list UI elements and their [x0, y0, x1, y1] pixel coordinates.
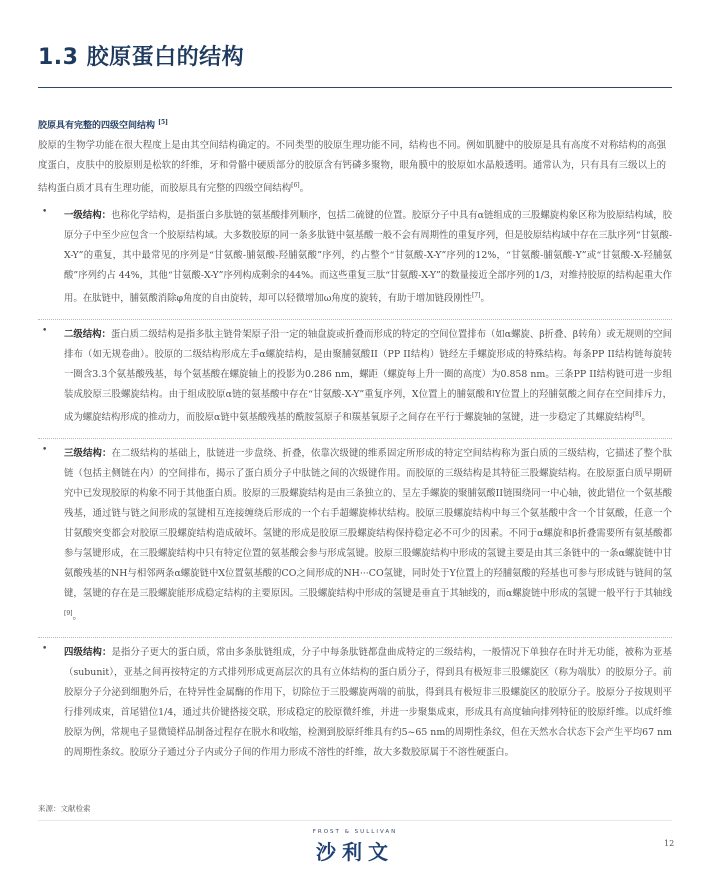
bullet-marker: • — [42, 326, 48, 337]
list-item-secondary-structure — [38, 325, 672, 439]
structure-list — [38, 206, 672, 778]
bullet-ref: [7] — [471, 292, 481, 299]
bullet-text: 蛋白质二级结构是指多肽主链骨架原子沿一定的轴盘旋或折叠而形成的特定的空间位置排布（如α螺旋、β折叠、β转角）或无规则的空间排布（如无规卷曲）。胶原的二级结构形成左手α螺旋结构，是由聚脯氨酸II（PP II结构）链经左手螺旋形成的特殊结构。每条PP II结构链每旋转一圈含3.3个氨基酸残基，每个氨基酸在螺旋轴上的投影为0.286 nm，螺距（螺旋每上升一圈的高度）为0.858 nm。三条PP II结构链可进一步组装成胶原三股螺旋结构。由于组成胶原α链的氨基酸中存在“甘氨酸-X-Y”重复序列，X位置上的脯氨酸和Y位置上的羟脯氨酸之间存在空间排斥力，成为螺旋结构形成的推动力，而胶原α链中氨基酸残基的酰胺氢原子和羰基氧原子之间存在平行于螺旋轴的氢键，进一步稳定了其螺旋结构 — [64, 329, 672, 424]
bullet-ref: [9] — [64, 610, 73, 618]
bullet-ref: [8] — [632, 411, 642, 419]
intro-ref: [6] — [291, 182, 300, 189]
bullet-lead: 二级结构： — [64, 329, 111, 341]
brand-logo-english: FROST & SULLIVAN — [312, 829, 398, 835]
section-heading-text: 胶原具有完整的四级空间结构 — [38, 121, 156, 131]
bullet-lead: 一级结构： — [64, 210, 112, 221]
bullet-paragraph: 二级结构：蛋白质二级结构是指多肽主链骨架原子沿一定的轴盘旋或折叠而形成的特定的空间位置排布（如α螺旋、β折叠、β转角）或无规则的空间排布（如无规卷曲）。胶原的二级结构形成左手α螺旋结构，是由聚脯氨酸II（PP II结构）链经左手螺旋形成的特殊结构。每条PP II结构链每旋转一圈含3.3个氨基酸残基，每个氨基酸在螺旋轴上的投影为0.286 nm，螺距（螺旋每上升一圈的高度）为0.858 nm。三条PP II结构链可进一步组装成胶原三股螺旋结构。由于组成胶原α链的氨基酸中存在“甘氨酸-X-Y”重复序列，X位置上的脯氨酸和Y位置上的羟脯氨酸之间存在空间排斥力，成为螺旋结构形成的推动力，而胶原α链中氨基酸残基的酰胺氢原子和羰基氧原子之间存在平行于螺旋轴的氢键，进一步稳定了其螺旋结构[8]。 — [64, 329, 672, 424]
footer-divider — [38, 820, 672, 821]
bullet-lead: 三级结构： — [64, 448, 112, 460]
list-item-primary-structure — [38, 206, 672, 320]
brand-logo-chinese: 沙利文 — [316, 840, 394, 864]
bullet-text: 是指分子更大的蛋白质，常由多条肽链组成，分子中每条肽链都盘曲成特定的三级结构，一般情况下单独存在时并无功能，被称为亚基（subunit），亚基之间再按特定的方式排列形成更高层次的具有立体结构的蛋白质分子，得到具有极短非三股螺旋区（称为端肽）的胶原分子。前胶原分子分泌到细胞外后，在特异性金属酶的作用下，切除位于三股螺旋两端的前肽，得到具有极短非三股螺旋区的胶原分子。胶原分子按规则平行排列成束，首尾错位1/4，通过共价键搭接交联，形成稳定的胶原微纤维，并进一步聚集成束，形成具有高度轴向排列特征的胶原纤维。以成纤维胶原为例，常规电子显微镜样品制备过程存在脱水和收缩，检测到胶原纤维具有约5~65 nm的周期性条纹，但在天然水合状态下会产生平均67 nm的周期性条纹。胶原分子通过分子内或分子间的作用力形成不溶性的纤维，故大多数胶原属于不溶性硬蛋白。 — [64, 647, 672, 759]
section-heading — [38, 118, 168, 131]
intro-paragraph: 胶原的生物学功能在很大程度上是由其空间结构确定的。不同类型的胶原生理功能不同，结构也不同。例如肌腱中的胶原是具有高度不对称结构的高强度蛋白，皮肤中的胶原则是松软的纤维，牙和骨骼中硬质部分的胶原含有钙磷多聚物，眼角膜中的胶原如水晶般透明。通常认为，只有具有三级以上的结构蛋白质才具有生理功能，而胶原具有完整的四级空间结构[6]。 — [38, 140, 666, 195]
bullet-lead: 四级结构： — [64, 647, 112, 659]
title-divider — [38, 87, 672, 88]
bullet-paragraph: 三级结构：在二级结构的基础上，肽链进一步盘绕、折叠，依靠次级键的维系固定所形成的特定空间结构称为蛋白质的三级结构，它描述了整个肽链（包括主侧链在内）的空间排布，揭示了蛋白质分子中肽链之间的次级键作用。而胶原的三级结构是其特征三股螺旋结构。在胶原蛋白质早期研究中已发现胶原的构象不同于其他蛋白质。胶原的三股螺旋结构是由三条独立的、呈左手螺旋的聚脯氨酸II链围绕同一中心轴，彼此错位一个氨基酸残基，通过链与链之间形成的氢键相互连接缠绕后形成的一个右手超螺旋棒状结构。胶原三股螺旋结构中每三个氨基酸中含一个甘氨酸，任意一个甘氨酸突变都会对胶原三股螺旋结构造成破坏。氢键的形成是胶原三股螺旋结构保持稳定必不可少的因素。不同于α螺旋和β折叠需要所有氨基酸都参与氢键形成，在三股螺旋结构中只有特定位置的氨基酸会参与形成氢键。胶原三股螺旋结构中形成的氢键主要是由其三条链中的一条α螺旋链中甘氨酸残基的NH与相邻两条α螺旋链中X位置氨基酸的CO之间形成的NH···CO氢键，同时处于Y位置上的羟脯氨酸的羟基也可参与形成链与链间的氢键，氢键的存在是三股螺旋能形成稳定结构的主要原因。三股螺旋结构中形成的氢键是垂直于其轴线的，而α螺旋链中形成的氢键一般平行于其轴线[9]。 — [64, 448, 672, 623]
bullet-paragraph — [64, 643, 672, 763]
section-heading-ref: [5] — [158, 119, 169, 126]
bullet-marker: • — [42, 644, 48, 655]
page-title: 1.3 胶原蛋白的结构 — [38, 45, 245, 70]
bullet-marker: • — [42, 445, 48, 456]
bullet-text: 在二级结构的基础上，肽链进一步盘绕、折叠，依靠次级键的维系固定所形成的特定空间结构称为蛋白质的三级结构，它描述了整个肽链（包括主侧链在内）的空间排布，揭示了蛋白质分子中肽链之间的次级键作用。而胶原的三级结构是其特征三股螺旋结构。在胶原蛋白质早期研究中已发现胶原的构象不同于其他蛋白质。胶原的三股螺旋结构是由三条独立的、呈左手螺旋的聚脯氨酸II链围绕同一中心轴，彼此错位一个氨基酸残基，通过链与链之间形成的氢键相互连接缠绕后形成的一个右手超螺旋棒状结构。胶原三股螺旋结构中每三个氨基酸中含一个甘氨酸，任意一个甘氨酸突变都会对胶原三股螺旋结构造成破坏。氢键的形成是胶原三股螺旋结构保持稳定必不可少的因素。不同于α螺旋和β折叠需要所有氨基酸都参与氢键形成，在三股螺旋结构中只有特定位置的氨基酸会参与形成氢键。胶原三股螺旋结构中形成的氢键主要是由其三条链中的一条α螺旋链中甘氨酸残基的NH与相邻两条α螺旋链中X位置氨基酸的CO之间形成的NH···CO氢键，同时处于Y位置上的羟脯氨酸的羟基也可参与形成链与链间的氢键，氢键的存在是三股螺旋能形成稳定结构的主要原因。三股螺旋结构中形成的氢键是垂直于其轴线的，而α螺旋链中形成的氢键一般平行于其轴线 — [64, 448, 672, 600]
page-number: 12 — [664, 839, 675, 848]
bullet-paragraph: 一级结构：也称化学结构，是指蛋白多肽链的氨基酸排列顺序，包括二硫键的位置。胶原分子中具有α链组成的三股螺旋构象区称为胶原结构域，胶原分子中至少应包含一个胶原结构域。大多数胶原的同一条多肽链中氨基酸一般不会有周期性的重复序列，但是胶原结构域中存在三肽序列“甘氨酸-X-Y”的重复，其中最常见的序列是“甘氨酸-脯氨酸-羟脯氨酸”序列，约占整个“甘氨酸-X-Y”序列的12%，“甘氨酸-脯氨酸-Y”或“甘氨酸-X-羟脯氨酸”序列约占 44%，其他“甘氨酸-X-Y”序列构成剩余的44%。而这些重复三肽“甘氨酸-X-Y”的数量接近全部序列的1/3，对维持胶原的结构起重大作用。在肽链中，脯氨酸消除φ角度的自由旋转，却可以轻微增加ω角度的旋转，有助于增加链段刚性[7]。 — [64, 210, 672, 305]
bullet-text: 也称化学结构，是指蛋白多肽链的氨基酸排列顺序，包括二硫键的位置。胶原分子中具有α链组成的三股螺旋构象区称为胶原结构域，胶原分子中至少应包含一个胶原结构域。大多数胶原的同一条多肽链中氨基酸一般不会有周期性的重复序列，但是胶原结构域中存在三肽序列“甘氨酸-X-Y”的重复，其中最常见的序列是“甘氨酸-脯氨酸-羟脯氨酸”序列，约占整个“甘氨酸-X-Y”序列的12%，“甘氨酸-脯氨酸-Y”或“甘氨酸-X-羟脯氨酸”序列约占 44%，其他“甘氨酸-X-Y”序列构成剩余的44%。而这些重复三肽“甘氨酸-X-Y”的数量接近全部序列的1/3，对维持胶原的结构起重大作用。在肽链中，脯氨酸消除φ角度的自由旋转，却可以轻微增加ω角度的旋转，有助于增加链段刚性 — [64, 210, 672, 305]
bullet-marker: • — [42, 207, 48, 217]
list-item-quaternary-structure — [38, 643, 672, 773]
intro-text: 胶原的生物学功能在很大程度上是由其空间结构确定的。不同类型的胶原生理功能不同，结构也不同。例如肌腱中的胶原是具有高度不对称结构的高强度蛋白，皮肤中的胶原则是松软的纤维，牙和骨骼中硬质部分的胶原含有钙磷多聚物，眼角膜中的胶原如水晶般透明。通常认为，只有具有三级以上的结构蛋白质才具有生理功能，而胶原具有完整的四级空间结构 — [38, 140, 666, 195]
list-item-tertiary-structure — [38, 444, 672, 638]
source-note: 来源：文献检索 — [38, 804, 91, 813]
